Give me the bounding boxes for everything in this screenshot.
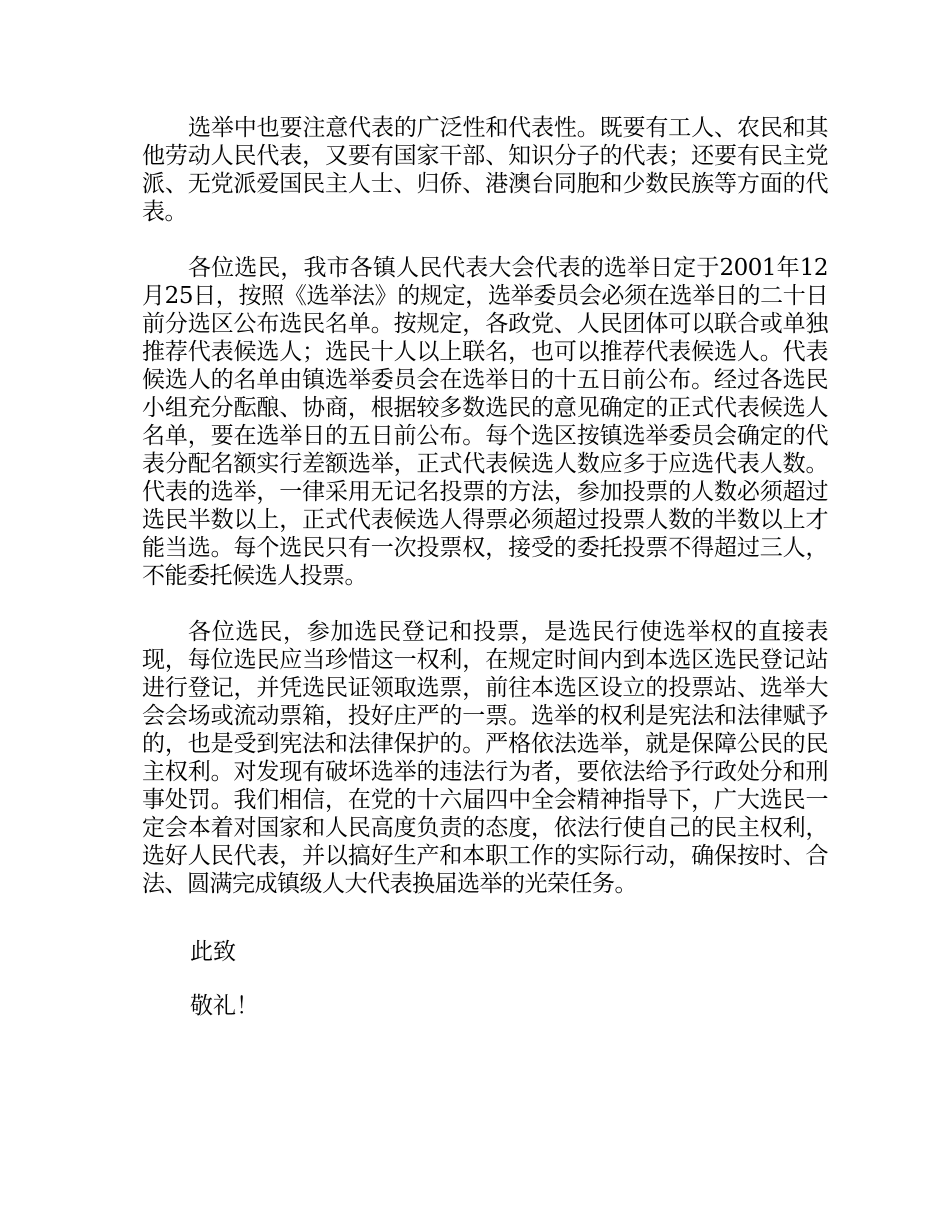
paragraph-voter-rights: 各位选民，参加选民登记和投票，是选民行使选举权的直接表现，每位选民应当珍惜这一权利，在规定时间内到本选区选民登记站进行登记，并凭选民证领取选票，前往本选区设立的投票站、选举大会会场或流动票箱，投好庄严的一票。选举的权利是宪法和法律赋予的，也是受到宪法和法律保护的。严格依法选举，就是保障公民的民主权利。对发现有破坏选举的违法行为者，要依法给予行政处分和刑事处罚。我们相信，在党的十六届四中全会精神指导下，广大选民一定会本着对国家和人民高度负责的态度，依法行使自己的民主权利，选好人民代表，并以搞好生产和本职工作的实际行动，确保按时、合法、圆满完成镇级人大代表换届选举的光荣任务。 xyxy=(142,619,828,897)
paragraph-representation: 选举中也要注意代表的广泛性和代表性。既要有工人、农民和其他劳动人民代表，又要有国家干部、知识分子的代表；还要有民主党派、无党派爱国民主人士、归侨、港澳台同胞和少数民族等方面的代表。 xyxy=(142,115,828,225)
paragraph-election-schedule: 各位选民，我市各镇人民代表大会代表的选举日定于2001年12月25日，按照《选举法》的规定，选举委员会必须在选举日的二十日前分选区公布选民名单。按规定，各政党、人民团体可以联合或单独推荐代表候选人；选民十人以上联名，也可以推荐代表候选人。代表候选人的名单由镇选举委员会在选举日的十五日前公布。经过各选民小组充分酝酿、协商，根据较多数选民的意见确定的正式代表候选人名单，要在选举日的五日前公布。每个选区按镇选举委员会确定的代表分配名额实行差额选举，正式代表候选人数应多于应选代表人数。代表的选举，一律采用无记名投票的方法，参加投票的人数必须超过选民半数以上，正式代表候选人得票必须超过投票人数的半数以上才能当选。每个选民只有一次投票权，接受的委托投票不得超过三人，不能委托候选人投票。 xyxy=(142,255,828,589)
closing-regards: 敬礼！ xyxy=(190,993,259,1019)
closing-salutation: 此致 xyxy=(190,939,236,965)
document-body xyxy=(142,114,828,1020)
